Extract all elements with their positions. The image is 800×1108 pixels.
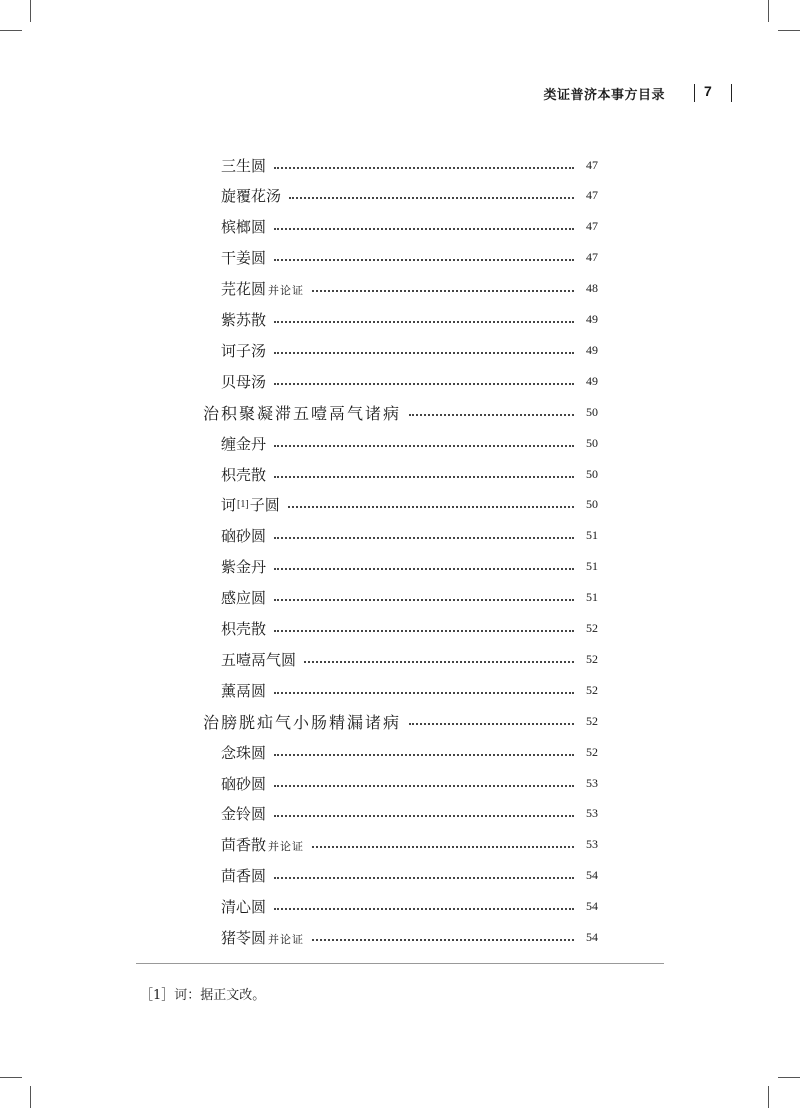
toc-entry[interactable]	[221, 523, 598, 549]
toc-title-text: 治积聚凝滞五噎鬲气诸病	[203, 403, 402, 423]
toc-entry[interactable]	[221, 368, 598, 394]
toc-title	[221, 216, 266, 237]
toc-page-number: 52	[586, 744, 598, 759]
toc-page-number: 53	[586, 806, 598, 821]
toc-entry[interactable]	[221, 214, 598, 240]
toc-title	[221, 433, 266, 454]
dot-leader	[274, 814, 574, 817]
toc-page-number: 54	[586, 930, 598, 944]
toc-title	[221, 927, 304, 948]
toc-page-number: 47	[586, 250, 598, 265]
toc-page-number: 51	[586, 559, 598, 574]
toc-entry[interactable]	[221, 616, 598, 642]
dot-leader	[409, 722, 574, 725]
dot-leader	[312, 289, 574, 292]
dot-leader	[274, 320, 574, 323]
toc-page-number: 49	[586, 342, 598, 357]
dot-leader	[274, 567, 574, 570]
toc-page-number: 49	[586, 373, 598, 388]
toc-entry[interactable]	[221, 152, 598, 178]
dot-leader	[274, 784, 574, 787]
toc-page-number: 51	[586, 528, 598, 543]
toc-page-number: 47	[586, 219, 598, 234]
toc-note: 并论证	[268, 933, 305, 946]
toc-title-text: 金铃圆	[221, 805, 267, 824]
toc-entry[interactable]	[221, 276, 598, 302]
toc-page-number: 48	[586, 281, 598, 296]
toc-title	[221, 587, 266, 608]
toc-entry[interactable]	[221, 554, 598, 580]
toc-section-heading[interactable]	[203, 708, 598, 734]
toc-section-heading[interactable]	[203, 399, 598, 425]
dot-leader	[274, 444, 574, 447]
dot-leader	[304, 660, 574, 663]
toc-title-text: 缠金丹	[221, 434, 267, 453]
footnote: ［1］诃：据正文改。	[140, 988, 266, 1003]
toc-entry[interactable]	[221, 461, 598, 487]
crop-mark	[0, 30, 22, 31]
dot-leader	[274, 691, 574, 694]
dot-leader	[274, 876, 574, 879]
toc-page-number: 49	[586, 312, 598, 326]
dot-leader	[274, 598, 574, 601]
toc-entry[interactable]	[221, 646, 598, 672]
toc-title-text: 薰鬲圆	[221, 681, 267, 700]
dot-leader	[274, 475, 574, 478]
dot-leader	[274, 382, 574, 385]
toc-title	[203, 401, 401, 424]
toc-title	[221, 803, 266, 824]
toc-entry[interactable]	[221, 925, 598, 951]
toc-title	[221, 371, 266, 392]
crop-mark	[30, 0, 31, 22]
toc-title-text: 感应圆	[221, 589, 267, 608]
toc-title	[203, 710, 401, 733]
footnote-rule	[136, 963, 664, 964]
toc-title-text: 茴香圆	[221, 867, 267, 886]
header-divider	[694, 84, 695, 102]
toc-title	[221, 525, 266, 546]
toc-title	[221, 680, 266, 701]
toc-title-text: 紫金丹	[221, 558, 267, 577]
toc-title	[221, 340, 266, 361]
toc-page-number: 47	[586, 157, 598, 172]
toc-title-text: 芫花圆	[221, 280, 267, 299]
toc-title	[221, 494, 280, 515]
toc-title	[221, 185, 281, 206]
toc-entry[interactable]	[221, 863, 598, 889]
toc-entry[interactable]	[221, 832, 598, 858]
dot-leader	[289, 196, 574, 199]
toc-title-text: 治膀胱疝气小肠精漏诸病	[203, 712, 402, 732]
toc-entry[interactable]	[221, 894, 598, 920]
crop-mark	[30, 1086, 31, 1108]
toc-title-text: 清心圆	[221, 898, 267, 917]
toc-title-part: 诃	[221, 496, 237, 515]
toc-title	[221, 649, 296, 670]
toc-title	[221, 834, 304, 855]
toc-title-text: 贝母汤	[221, 372, 267, 391]
toc-title	[221, 618, 266, 639]
toc-title-text: 三生圆	[221, 156, 267, 175]
toc-entry[interactable]	[221, 307, 598, 333]
dot-leader	[274, 258, 574, 261]
toc-title-text: 诃子汤	[221, 341, 267, 360]
toc-title	[221, 247, 266, 268]
toc-page-number: 52	[586, 621, 598, 635]
crop-mark	[768, 1086, 769, 1108]
toc-entry[interactable]	[221, 337, 598, 363]
page-number: 7	[704, 83, 712, 99]
toc-title-text: 五噎鬲气圆	[221, 650, 297, 669]
toc-entry[interactable]	[221, 739, 598, 765]
dot-leader	[409, 413, 574, 416]
toc-page-number: 50	[586, 435, 598, 450]
toc-title	[221, 773, 266, 794]
dot-leader	[274, 753, 574, 756]
toc-page-number: 47	[586, 188, 598, 203]
toc-entry[interactable]	[221, 585, 598, 611]
toc-title-text: 茴香散	[221, 836, 267, 855]
crop-mark	[778, 30, 800, 31]
toc-title	[221, 742, 266, 763]
toc-title	[221, 556, 266, 577]
toc-title-text: 干姜圆	[221, 249, 267, 268]
toc-title	[221, 155, 266, 176]
toc-page-number: 53	[586, 775, 598, 790]
toc-entry[interactable]	[221, 245, 598, 271]
dot-leader	[288, 505, 574, 508]
toc-title	[221, 278, 304, 299]
toc-entry[interactable]	[221, 183, 598, 209]
toc-page-number: 51	[586, 590, 598, 605]
toc-page-number: 53	[586, 837, 598, 852]
toc-title	[221, 896, 266, 917]
crop-mark	[778, 1077, 800, 1078]
toc-title-text: 念珠圆	[221, 743, 267, 762]
toc-title-text: 硇砂圆	[221, 774, 267, 793]
toc-title	[221, 865, 266, 886]
dot-leader	[274, 907, 574, 910]
toc-title-text: 枳壳散	[221, 620, 267, 638]
footnote-ref[interactable]: [1]	[237, 499, 249, 511]
toc-title	[221, 309, 266, 330]
toc-entry[interactable]	[221, 492, 598, 518]
toc-page-number: 54	[586, 868, 598, 883]
dot-leader	[274, 227, 574, 230]
toc-page-number: 50	[586, 497, 598, 512]
toc-page-number: 52	[586, 713, 598, 728]
toc-title-text: 旋覆花汤	[221, 187, 282, 206]
running-title: 类证普济本事方目录	[543, 88, 665, 103]
dot-leader	[274, 536, 574, 539]
toc-entry[interactable]	[221, 801, 598, 827]
header-divider	[731, 84, 732, 102]
dot-leader	[312, 938, 574, 941]
toc-entry[interactable]	[221, 677, 598, 703]
toc-note: 并论证	[268, 840, 305, 854]
toc-page-number: 50	[586, 466, 598, 481]
dot-leader	[312, 845, 574, 848]
toc-title-text: 槟榔圆	[221, 218, 267, 237]
toc-page-number: 50	[586, 404, 598, 419]
dot-leader	[274, 351, 574, 354]
toc-title	[221, 464, 266, 485]
toc-entry[interactable]	[221, 770, 598, 796]
toc-page-number: 54	[586, 899, 598, 914]
toc-title-text: 紫苏散	[221, 311, 267, 329]
dot-leader	[274, 166, 574, 169]
toc-title-text: 猪苓圆	[221, 929, 267, 947]
toc-note: 并论证	[268, 284, 305, 298]
toc-title-text: 硇砂圆	[221, 527, 267, 546]
crop-mark	[0, 1077, 22, 1078]
toc-page-number: 52	[586, 682, 598, 697]
toc-page-number: 52	[586, 651, 598, 666]
toc-title-text: 子圆	[249, 496, 280, 515]
toc-entry[interactable]	[221, 430, 598, 456]
dot-leader	[274, 629, 574, 632]
crop-mark	[768, 0, 769, 22]
toc-title-text: 枳壳散	[221, 465, 267, 484]
